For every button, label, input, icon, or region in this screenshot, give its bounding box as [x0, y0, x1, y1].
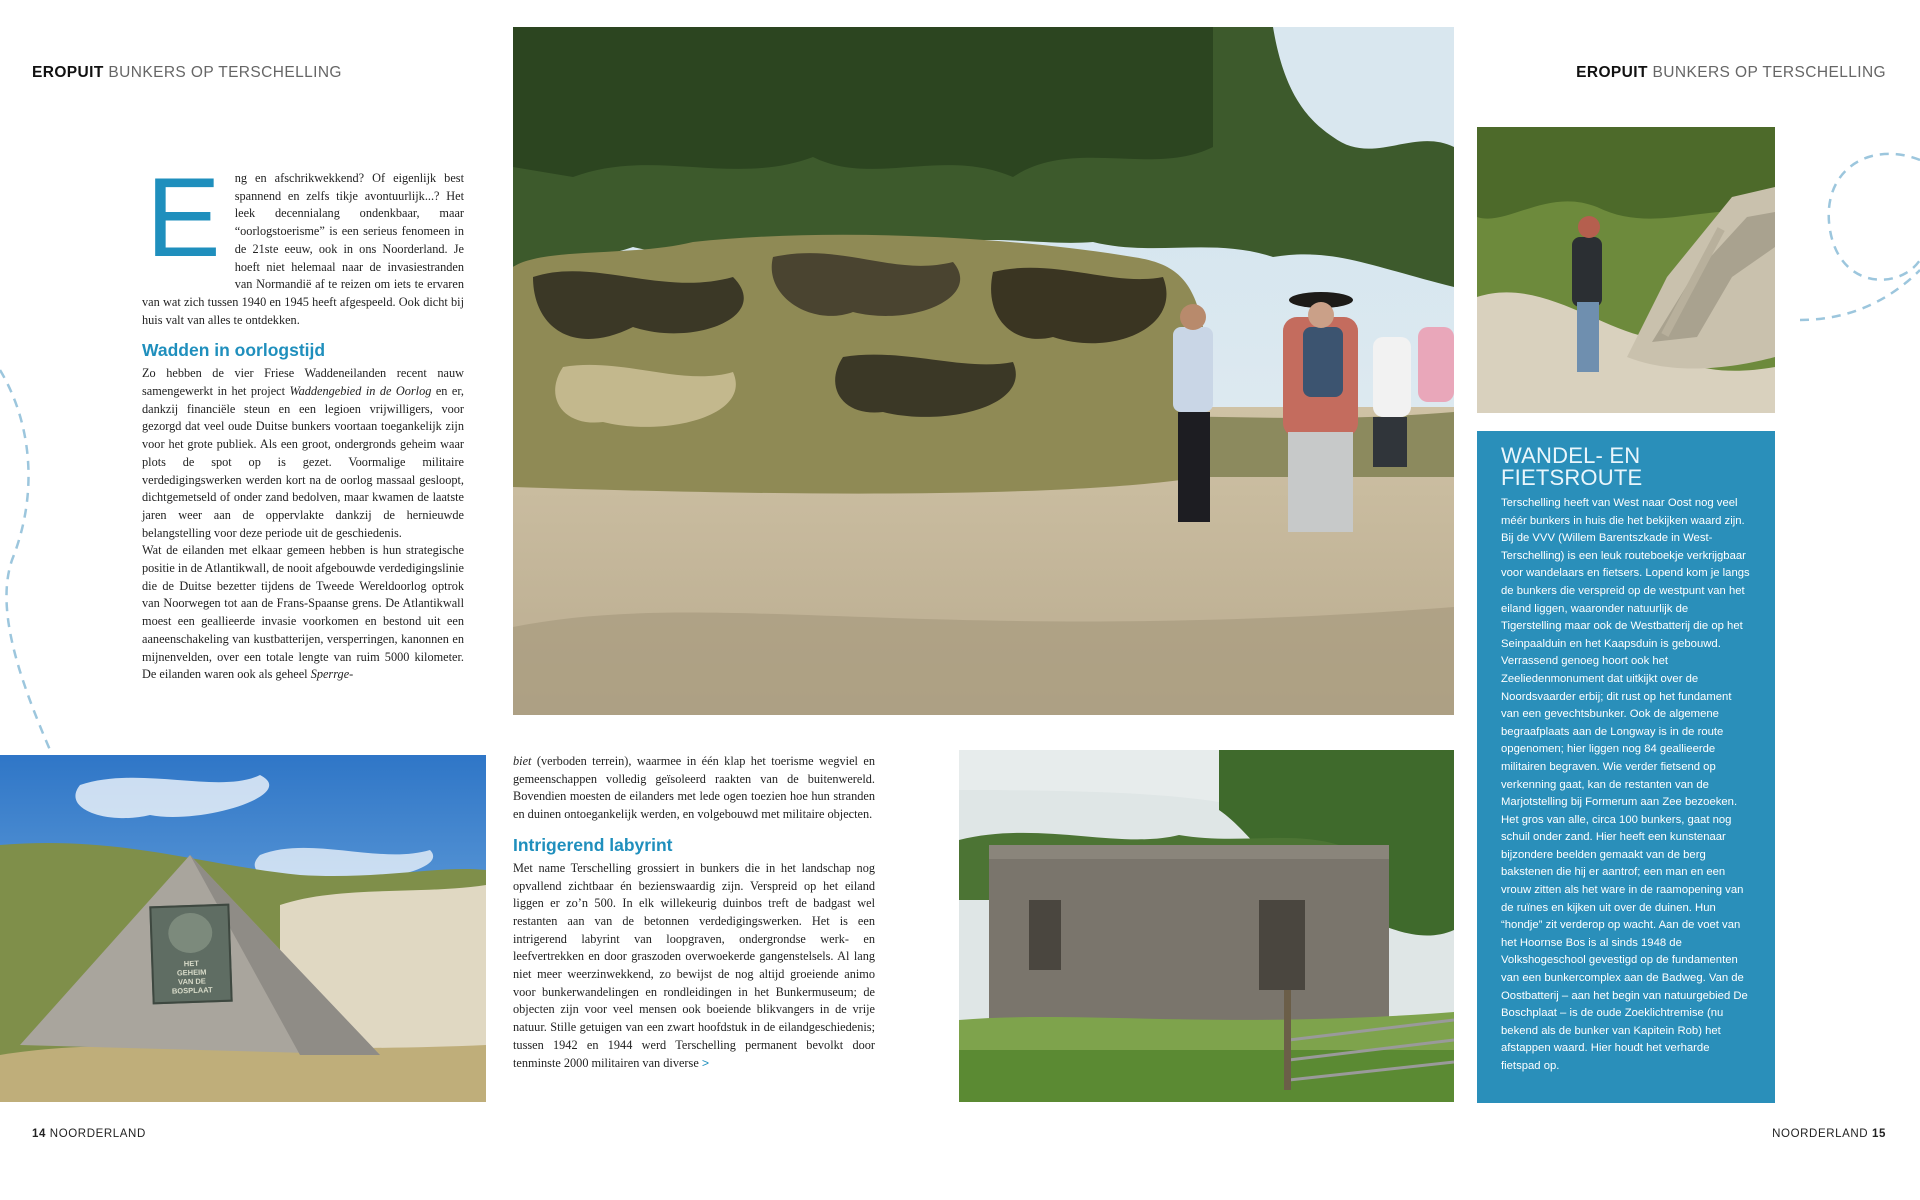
sidebar-route-box: [1477, 431, 1775, 1103]
magazine-name: NOORDERLAND: [1772, 1128, 1869, 1140]
article-column-2: [513, 753, 875, 1072]
body-paragraph: biet (verboden terrein), waarmee in één klap het toerisme wegviel en gemeenschappen volledig geïsoleerd raakten van de buitenwereld. Bovendien moesten de eilanders met lede ogen toezien hoe hun stranden en duinen ontoegankelijk werden, en volgebouwd met militaire objecten.: [513, 754, 875, 822]
dashed-route-decoration-left: [0, 360, 60, 760]
continue-arrow: >: [701, 1055, 710, 1070]
bronze-plaque: [149, 904, 232, 1005]
plaque-relief-portrait: [168, 912, 213, 954]
plaque-inscription: HET GEHEIM VAN DE BOSPLAAT: [171, 958, 213, 996]
dashed-route-decoration-right: [1800, 120, 1920, 330]
body-paragraph: Met name Terschelling grossiert in bunkers die in het landschap nog opvallend zichtbaar én bezienswaardig zijn. Verspreid op het eiland liggen er zo’n 500. In elk willekeurig duinbos treft de badgast wel restanten aan van de betonnen verdedigingswerken. Het is een intrigerend labyrint van loopgraven, ondergrondse werk- en leefvertrekken en door graszoden overwoekerde gangenstelsels. Al lang niet meer weerzinwekkend, zo bewijst de nog altijd groeiende animo voor bunkerwandelingen en rondleidingen in het Bunkermuseum; de objecten zijn voor veel mensen ook boeiende blikvangers in de vrije natuur. Stille getuigen van een zwart hoofdstuk in de eilandgeschiedenis; tussen 1942 en 1944 werd Terschelling permanent bevolkt door tenminste 2000 militairen van diverse >: [513, 860, 875, 1070]
section-heading: Wadden in oorlogstijd: [142, 340, 326, 361]
photo-concrete-bunker: [959, 750, 1454, 1102]
drop-cap: E: [146, 155, 221, 280]
section-topic: BUNKERS OP TERSCHELLING: [1652, 64, 1886, 81]
running-head-left: [32, 64, 342, 82]
page-footer-right: [1772, 1128, 1886, 1140]
photo-bunker-tour-group: [513, 27, 1454, 715]
photo-bunker-photographer: [1477, 127, 1775, 413]
body-paragraph: Wat de eilanden met elkaar gemeen hebben is hun strategische positie in de Atlantikwall, de nooit afgebouwde verdedigingslinie die de Duitse bezetter tijdens de Tweede Wereldoorlog optrok van Noorwegen tot aan de Frans-Spaanse grens. De Atlantikwall moest een geallieerde invasie voorkomen en bestond uit een aaneenschakeling van kustbatterijen, versperringen, kanonnen en mijnenvelden, over een totale lengte van ruim 5000 kilometer. De eilanden waren ook als geheel Sperrge-: [142, 543, 464, 682]
page-number: 14: [32, 1128, 46, 1140]
page-number: 15: [1872, 1128, 1886, 1140]
sidebar-body: Terschelling heeft van West naar Oost nog veel méér bunkers in huis die het bekijken waard zijn. Bij de VVV (Willem Barentszkade in West-Terschelling) is een leuk routeboekje verkrijgbaar voor wandelaars en fietsers. Lopend kom je langs de bunkers die verspreid op de westpunt van het eiland liggen, waaronder natuurlijk de Tigerstelling maar ook de Westbatterij die op het Seinpaalduin en het Kaapsduin is gebouwd. Verrassend genoeg hoort ook het Zeeliedenmonument dat uitkijkt over de Noordsvaarder erbij; dit rust op het fundament van een gevechtsbunker. Ook de algemene begraafplaats aan de Longway is in de route opgenomen; hier liggen nog 84 geallieerde militairen begraven. Wie verder fietsend op verkenning gaat, kan de restanten van de Marjotstelling bij Formerum aan Zee bezoeken. Het gros van alle, circa 100 bunkers, gaat nog schuil onder zand. Hier heeft een kunstenaar bijzondere beelden gemaakt van de berg bakstenen die hij er aantrof; een man en een vrouw zitten als het ware in de raamopening van de ruïnes en kijken uit over de duinen. Hun “hondje” zit verderop op wacht. Aan de voet van het Hoornse Bos is al sinds 1948 de Volkshogeschool gevestigd op de fundamenten van een bunkercomplex aan de Badweg. Van de Oostbatterij – aan het begin van natuurgebied De Boschplaat – is de oude Zoeklichtremise (nu bekend als de bunker van Kapitein Rob) het afstappen waard. Hier houdt het verharde fietspad op.: [1501, 497, 1750, 1072]
section-heading: Intrigerend labyrint: [513, 834, 673, 855]
photo-monument-plaque: [0, 755, 486, 1102]
section-label: EROPUIT: [1576, 64, 1648, 81]
magazine-name: NOORDERLAND: [49, 1128, 146, 1140]
intro-paragraph: ng en afschrikwekkend? Of eigenlijk best spannend en zelfs tikje avontuurlijk...? Het leek decennialang ondenkbaar, maar “oorlogstoerisme” is een serieus fenomeen in de 21ste eeuw, ook in ons Noorderland. Je hoeft niet helemaal naar de invasiestranden van Normandië af te reizen om iets te ervaren van wat zich tussen 1940 en 1945 heeft afgespeeld. Ook dicht bij huis valt van alles te ontdekken.: [142, 171, 464, 327]
section-label: EROPUIT: [32, 64, 104, 81]
page-footer-left: [32, 1128, 146, 1140]
running-head-right: [1576, 64, 1886, 82]
sidebar-title: WANDEL- EN FIETSROUTE: [1501, 443, 1643, 490]
body-paragraph: Zo hebben de vier Friese Waddeneilanden recent nauw samengewerkt in het project Waddengebied in de Oorlog en er, dankzij financiële steun en een legioen vrijwilligers, voor gezorgd dat veel oude Duitse bunkers voortaan toegankelijk zijn voor het grote publiek. Als een groot, ondergronds geheim waar plots de spot op is gezet. Voormalige militaire verdedigingswerken werden kort na de oorlog massaal gesloopt, dichtgemetseld of onder zand bedolven, maar kwamen de laatste jaren weer aan de oppervlakte dankzij de hernieuwde belangstelling voor deze periode uit de geschiedenis.: [142, 366, 465, 540]
section-topic: BUNKERS OP TERSCHELLING: [108, 64, 342, 81]
article-column-1: [142, 155, 465, 684]
